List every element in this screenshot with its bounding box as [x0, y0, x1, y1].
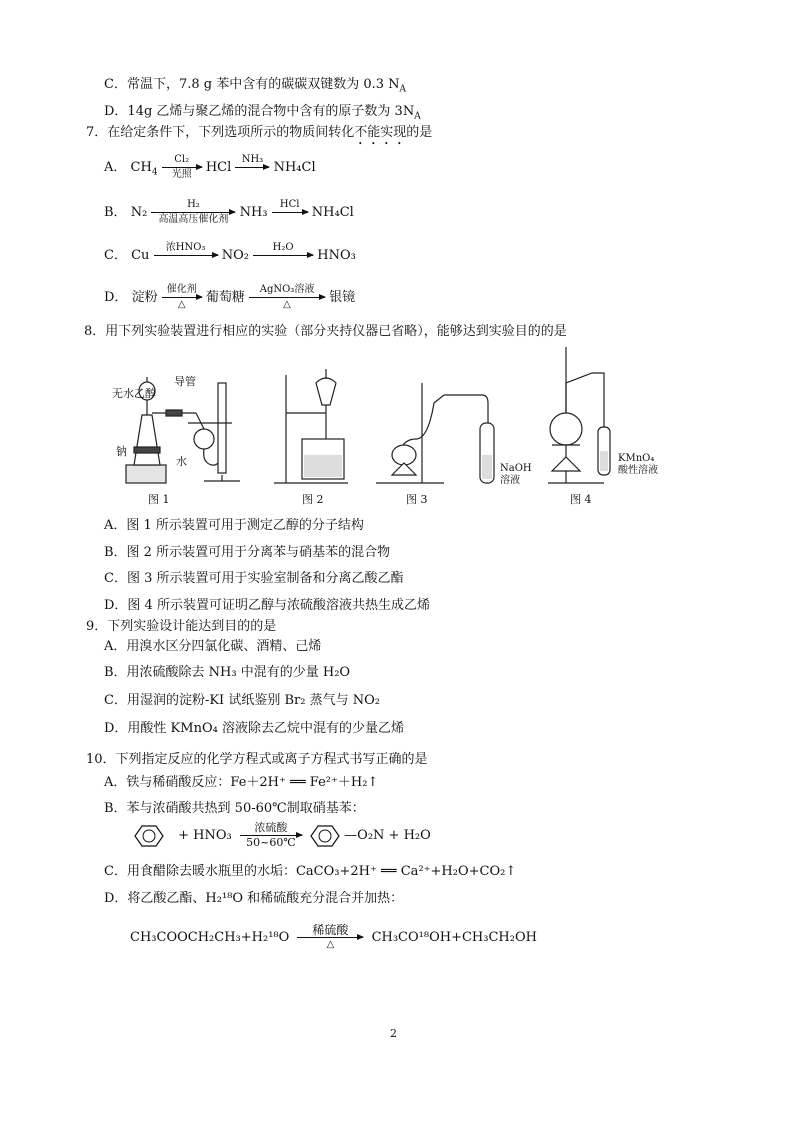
q10-d-equation: CH₃COOCH₂CH₃+H₂¹⁸O 稀硫酸 △ CH₃CO¹⁸OH+CH₃CH₂OH — [130, 923, 537, 950]
q7-option-d: D． 淀粉 催化剂 △ 葡萄糖 AgNO₃溶液 △ 银镜 — [104, 284, 356, 310]
q7-stem: 7．在给定条件下，下列选项所示的物质间转化不能实现的是 — [86, 125, 433, 140]
figure-4-apparatus — [548, 347, 610, 483]
q7-option-a: A． $CH_4$ Cl₂ 光照 HCl NH₃ NH₄Cl — [104, 154, 316, 180]
q9-option-d: D．用酸性 KMnO₄ 溶液除去乙烷中混有的少量乙烯 — [104, 721, 404, 736]
q6-option-d: D．14g 乙烯与聚乙烯的混合物中含有的原子数为 $3N_A$ — [104, 104, 421, 122]
fig3-caption: 图 3 — [406, 493, 428, 506]
fig3-reagent-1: NaOH — [500, 463, 532, 474]
figure-2-apparatus — [274, 369, 348, 483]
fig1-label-ethanol-1: 无水乙醇 — [112, 387, 156, 400]
fig4-reagent-2: 酸性溶液 — [618, 465, 658, 476]
page-number: 2 — [390, 1027, 397, 1040]
q9-option-b: B．用浓硫酸除去 NH₃ 中混有的少量 H₂O — [104, 665, 351, 680]
q8-option-d: D．图 4 所示装置可证明乙醇与浓硫酸溶液共热生成乙烯 — [104, 598, 430, 613]
fig3-reagent-2: 溶液 — [500, 475, 520, 486]
q10-option-b: B．苯与浓硝酸共热到 50-60℃制取硝基苯： — [104, 801, 365, 816]
q8-option-c: C．图 3 所示装置可用于实验室制备和分离乙酸乙酯 — [104, 571, 404, 586]
benzene-ring-icon — [310, 824, 340, 848]
fig4-reagent-1: KMnO₄ — [618, 453, 655, 464]
q10-b-equation: + HNO₃ 浓硫酸 50~60℃ —O₂N + H₂O — [134, 822, 431, 849]
fig1-label-sodium: 钠 — [116, 445, 127, 458]
fig1-caption: 图 1 — [148, 493, 170, 506]
q8-option-a: A．图 1 所示装置可用于测定乙醇的分子结构 — [104, 518, 364, 533]
q9-option-a: A．用溴水区分四氯化碳、酒精、己烯 — [104, 639, 322, 654]
fig1-label-tube: 导管 — [174, 375, 196, 388]
q10-option-d: D．将乙酸乙酯、H₂¹⁸O 和稀硫酸充分混合并加热： — [104, 891, 404, 906]
q6-option-c: C．常温下，7.8 g 苯中含有的碳碳双键数为 0.3 $N_A$ — [104, 77, 407, 95]
q8-stem: 8．用下列实验装置进行相应的实验（部分夹持仪器已省略），能够达到实验目的的是 — [84, 324, 567, 339]
q10-stem: 10．下列指定反应的化学方程式或离子方程式书写正确的是 — [86, 752, 428, 767]
q7-option-c: C． Cu 浓HNO₃ NO₂ H₂O HNO₃ — [104, 242, 356, 263]
q7-option-b: B． N₂ H₂ 高温高压催化剂 NH₃ HCl NH₄Cl — [104, 199, 354, 225]
q9-option-c: C．用湿润的淀粉-KI 试纸鉴别 Br₂ 蒸气与 NO₂ — [104, 693, 380, 708]
fig4-caption: 图 4 — [570, 493, 592, 506]
q8-option-b: B．图 2 所示装置可用于分离苯与硝基苯的混合物 — [104, 545, 391, 560]
benzene-ring-icon — [134, 824, 164, 848]
fig1-label-water: 水 — [176, 455, 187, 468]
figure-3-apparatus — [376, 383, 494, 483]
fig2-caption: 图 2 — [302, 493, 324, 506]
apparatus-figures — [104, 343, 684, 511]
q10-option-a: A．铁与稀硝酸反应：Fe＋2H⁺ ══ Fe²⁺＋H₂↑ — [104, 775, 379, 790]
q10-option-c: C．用食醋除去暖水瓶里的水垢：CaCO₃+2H⁺ ══ Ca²⁺+H₂O+CO₂↑ — [104, 864, 517, 879]
q9-stem: 9．下列实验设计能达到目的的是 — [86, 619, 277, 634]
